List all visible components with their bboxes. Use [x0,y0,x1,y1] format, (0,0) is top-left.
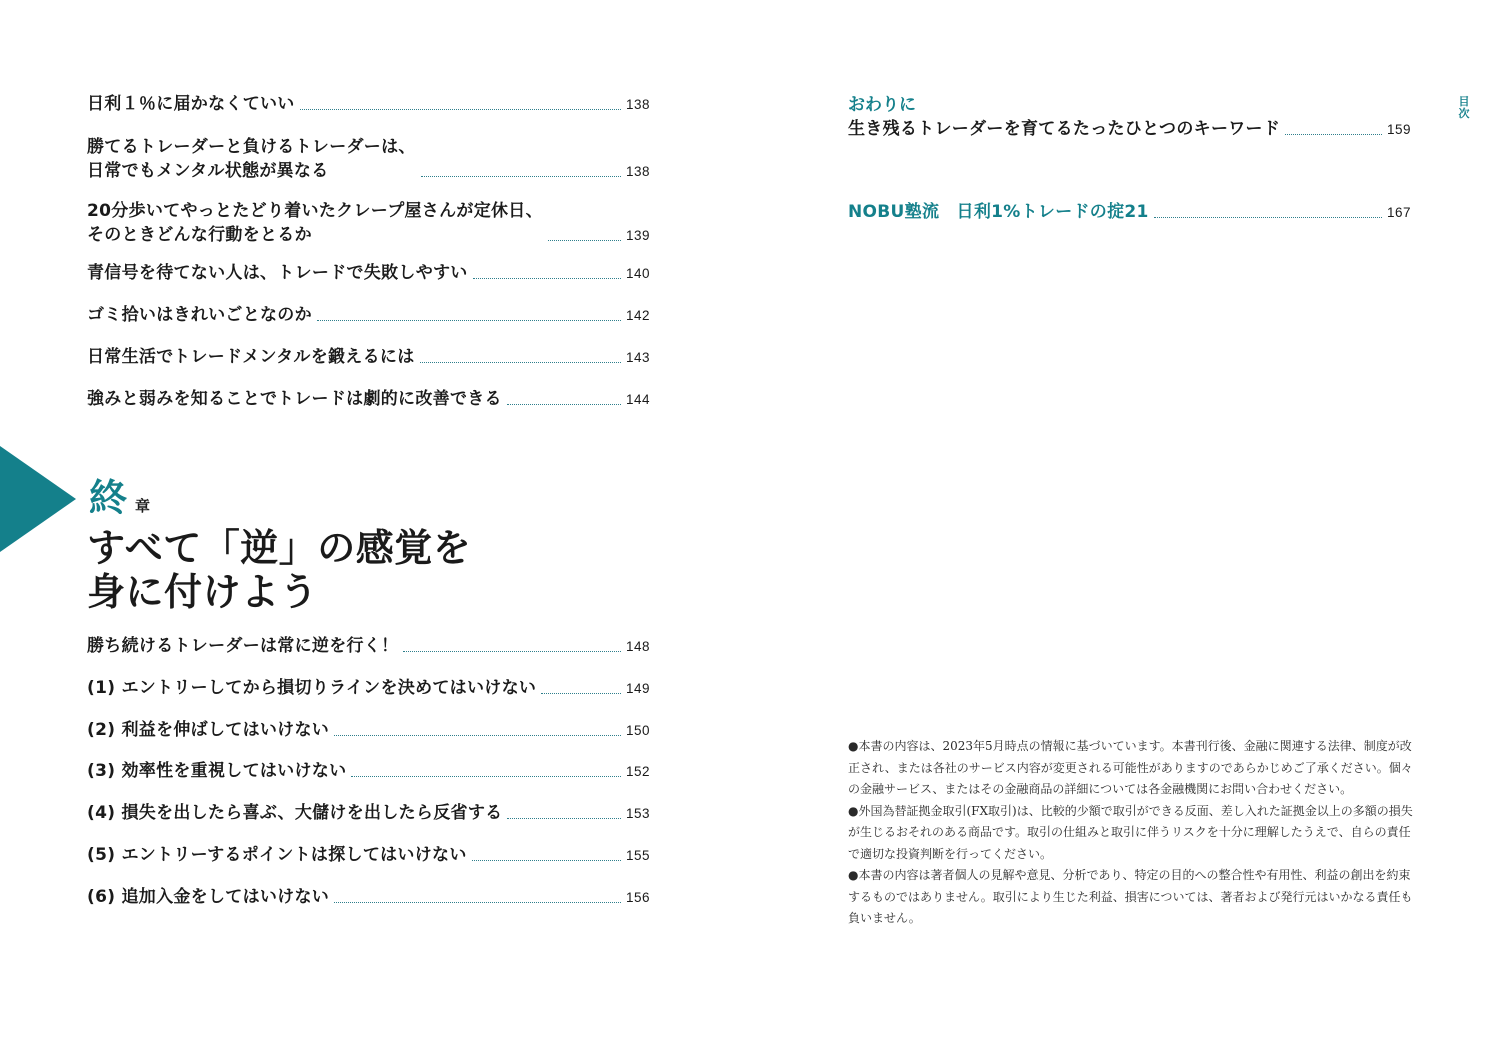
toc-entry[interactable] [87,303,650,327]
toc-entry[interactable] [87,92,650,116]
leader-dots [541,693,621,694]
toc-entry[interactable] [87,676,650,700]
disclaimer-paragraph: ●外国為替証拠金取引(FX取引)は、比較的少額で取引ができる反面、差し入れた証拠金以上の多額の損失が生じるおそれのある商品です。取引の仕組みと取引に伴うリスクを十分に理解したうえで、自らの責任で適切な投資判断を行ってください。 [848,803,1413,861]
disclaimer-paragraph: ●本書の内容は、2023年5月時点の情報に基づいています。本書刊行後、金融に関連する法律、制度が改正され、または各社のサービス内容が変更される可能性がありますのであらかじめご了承ください。個々の金融サービス、またはその金融商品の詳細については各金融機関にお問い合わせください。 [848,739,1413,796]
toc-page-number: 138 [625,97,650,112]
toc-page-number: 138 [625,164,650,179]
toc-entry-appendix[interactable] [848,200,1411,224]
toc-page-number: 159 [1386,122,1411,137]
toc-page-number: 156 [625,890,650,905]
toc-page-number: 155 [625,848,650,863]
toc-page-number: 152 [625,764,650,779]
toc-page-number: 140 [625,266,650,281]
toc-entry-title: 20分歩いてやっとたどり着いたクレープ屋さんが定休日、 [87,201,543,221]
toc-entry-title: 勝ち続けるトレーダーは常に逆を行く！ [87,636,399,656]
chapter-title-line: 身に付けよう [87,570,319,614]
leader-dots [472,860,621,861]
leader-dots [507,404,621,405]
disclaimer-notes [848,736,1418,930]
leader-dots [334,735,621,736]
toc-page-number: 153 [625,806,650,821]
toc-entry-title: ゴミ拾いはきれいごとなのか [87,305,312,325]
toc-entry-title: 強みと弱みを知ることでトレードは劇的に改善できる [87,389,502,409]
toc-entry[interactable] [87,261,650,285]
toc-entry[interactable] [87,801,650,825]
toc-page-number: 150 [625,723,650,738]
toc-entry-title: 日利１％に届かなくていい [87,94,295,114]
toc-entry[interactable] [87,634,650,658]
toc-entry[interactable] [87,387,650,411]
toc-page-number: 139 [625,228,650,243]
toc-entry-title: 青信号を待てない人は、トレードで失敗しやすい [87,263,468,283]
toc-entry[interactable] [87,759,650,783]
toc-entry-title: (5) エントリーするポイントは探してはいけない [87,845,467,865]
toc-page-number: 167 [1386,205,1411,220]
toc-entry[interactable] [87,718,650,742]
toc-entry-title: (3) 効率性を重視してはいけない [87,761,347,781]
leader-dots [1154,217,1382,218]
leader-dots [421,176,621,177]
toc-entry[interactable] [87,199,650,247]
leader-dots [334,902,621,903]
toc-entry-title: そのときどんな行動をとるか [87,225,312,245]
toc-entry[interactable] [87,345,650,369]
toc-entry-title: (6) 追加入金をしてはいけない [87,887,330,907]
chapter-triangle-marker [0,446,76,552]
leader-dots [473,278,621,279]
chapter-label [89,476,150,520]
chapter-marker: 終 [89,475,128,520]
chapter-title[interactable] [87,526,471,614]
ending-heading: おわりに [848,95,916,115]
leader-dots [317,320,621,321]
side-index-tab [1457,96,1471,120]
toc-entry-title: (1) エントリーしてから損切りラインを決めてはいけない [87,678,537,698]
toc-entry[interactable] [87,843,650,867]
toc-entry-title: (4) 損失を出したら喜ぶ、大儲けを出したら反省する [87,803,503,823]
toc-entry[interactable] [87,885,650,909]
toc-entry-title: 生き残るトレーダーを育てるたったひとつのキーワード [848,119,1281,139]
toc-page-number: 142 [625,308,650,323]
chapter-title-line: すべて「逆」の感覚を [87,526,472,570]
toc-page-number: 148 [625,639,650,654]
toc-entry-title: 日常でもメンタル状態が異なる [87,161,329,181]
leader-dots [300,109,621,110]
side-tab-char: 次 [1458,107,1470,120]
leader-dots [507,818,621,819]
side-tab-char: 目 [1458,95,1470,108]
toc-entry-title: 勝てるトレーダーと負けるトレーダーは、 [87,137,416,157]
leader-dots [403,651,621,652]
toc-entry-title: 日常生活でトレードメンタルを鍛えるには [87,347,415,367]
leader-dots [1285,134,1382,135]
toc-page-number: 144 [625,392,650,407]
chapter-suffix: 章 [135,497,151,515]
leader-dots [420,362,621,363]
disclaimer-paragraph: ●本書の内容は著者個人の見解や意見、分析であり、特定の目的への整合性や有用性、利益の創出を約束するものではありません。取引により生じた利益、損害については、著者および発行元はいかなる責任も負いません。 [848,868,1413,925]
toc-entry-title: (2) 利益を伸ばしてはいけない [87,720,330,740]
toc-entry-ending[interactable] [848,117,1411,141]
toc-entry-title: NOBU塾流 日利1%トレードの掟21 [848,202,1149,222]
toc-page-number: 143 [625,350,650,365]
leader-dots [351,776,621,777]
toc-page-number: 149 [625,681,650,696]
toc-entry[interactable] [87,135,650,183]
leader-dots [548,240,621,241]
